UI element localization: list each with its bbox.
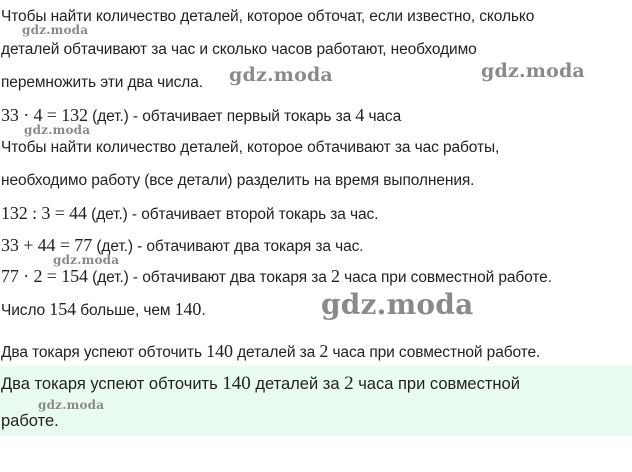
comparison-line: Число 154 больше, чем 140.: [1, 299, 206, 319]
watermark-logo: gdz.moda: [229, 64, 333, 86]
equation: 132 : 3 = 44: [1, 203, 87, 223]
equation: 33 + 44 = 77: [1, 235, 93, 255]
watermark-logo: gdz.moda: [481, 60, 585, 82]
calc-line-4: 77 · 2 = 154 (дет.) - обтачивают два токаря за 2 часа при совместной работе.: [1, 266, 552, 286]
calc-line-2: 132 : 3 = 44 (дет.) - обтачивает второй токарь за час.: [1, 203, 379, 223]
equation: 77 · 2 = 154: [1, 266, 88, 286]
answer-line-2: работе.: [1, 412, 59, 430]
calc-line-1: 33 · 4 = 132 (дет.) - обтачивает первый токарь за 4 часа: [1, 105, 402, 125]
text-line-6: необходимо работу (все детали) разделить на время выполнения.: [1, 172, 475, 189]
text-line-5: Чтобы найти количество деталей, которое обтачивают за час работы,: [1, 139, 500, 156]
text-line-2: деталей обтачивают за час и сколько часов работают, необходимо: [1, 41, 477, 58]
calc-line-3: 33 + 44 = 77 (дет.) - обтачивают два токаря за час.: [1, 235, 364, 255]
watermark-logo: gdz.moda: [22, 23, 89, 37]
answer-line-1: Два токаря успеют обточить 140 деталей за 2 часа при совместной: [1, 373, 520, 394]
text-line-3: перемножить эти два числа.: [1, 74, 203, 91]
equation: 33 · 4 = 132: [1, 105, 88, 125]
watermark-logo: gdz.moda: [321, 288, 474, 321]
watermark-logo: gdz.moda: [53, 253, 120, 267]
text-line-1: Чтобы найти количество деталей, которое обточат, если известно, сколько: [1, 8, 535, 25]
watermark-logo: gdz.moda: [38, 398, 105, 412]
conclusion-line: Два токаря успеют обточить 140 деталей за 2 часа при совместной работе.: [1, 341, 541, 361]
watermark-logo: gdz.moda: [24, 123, 91, 137]
